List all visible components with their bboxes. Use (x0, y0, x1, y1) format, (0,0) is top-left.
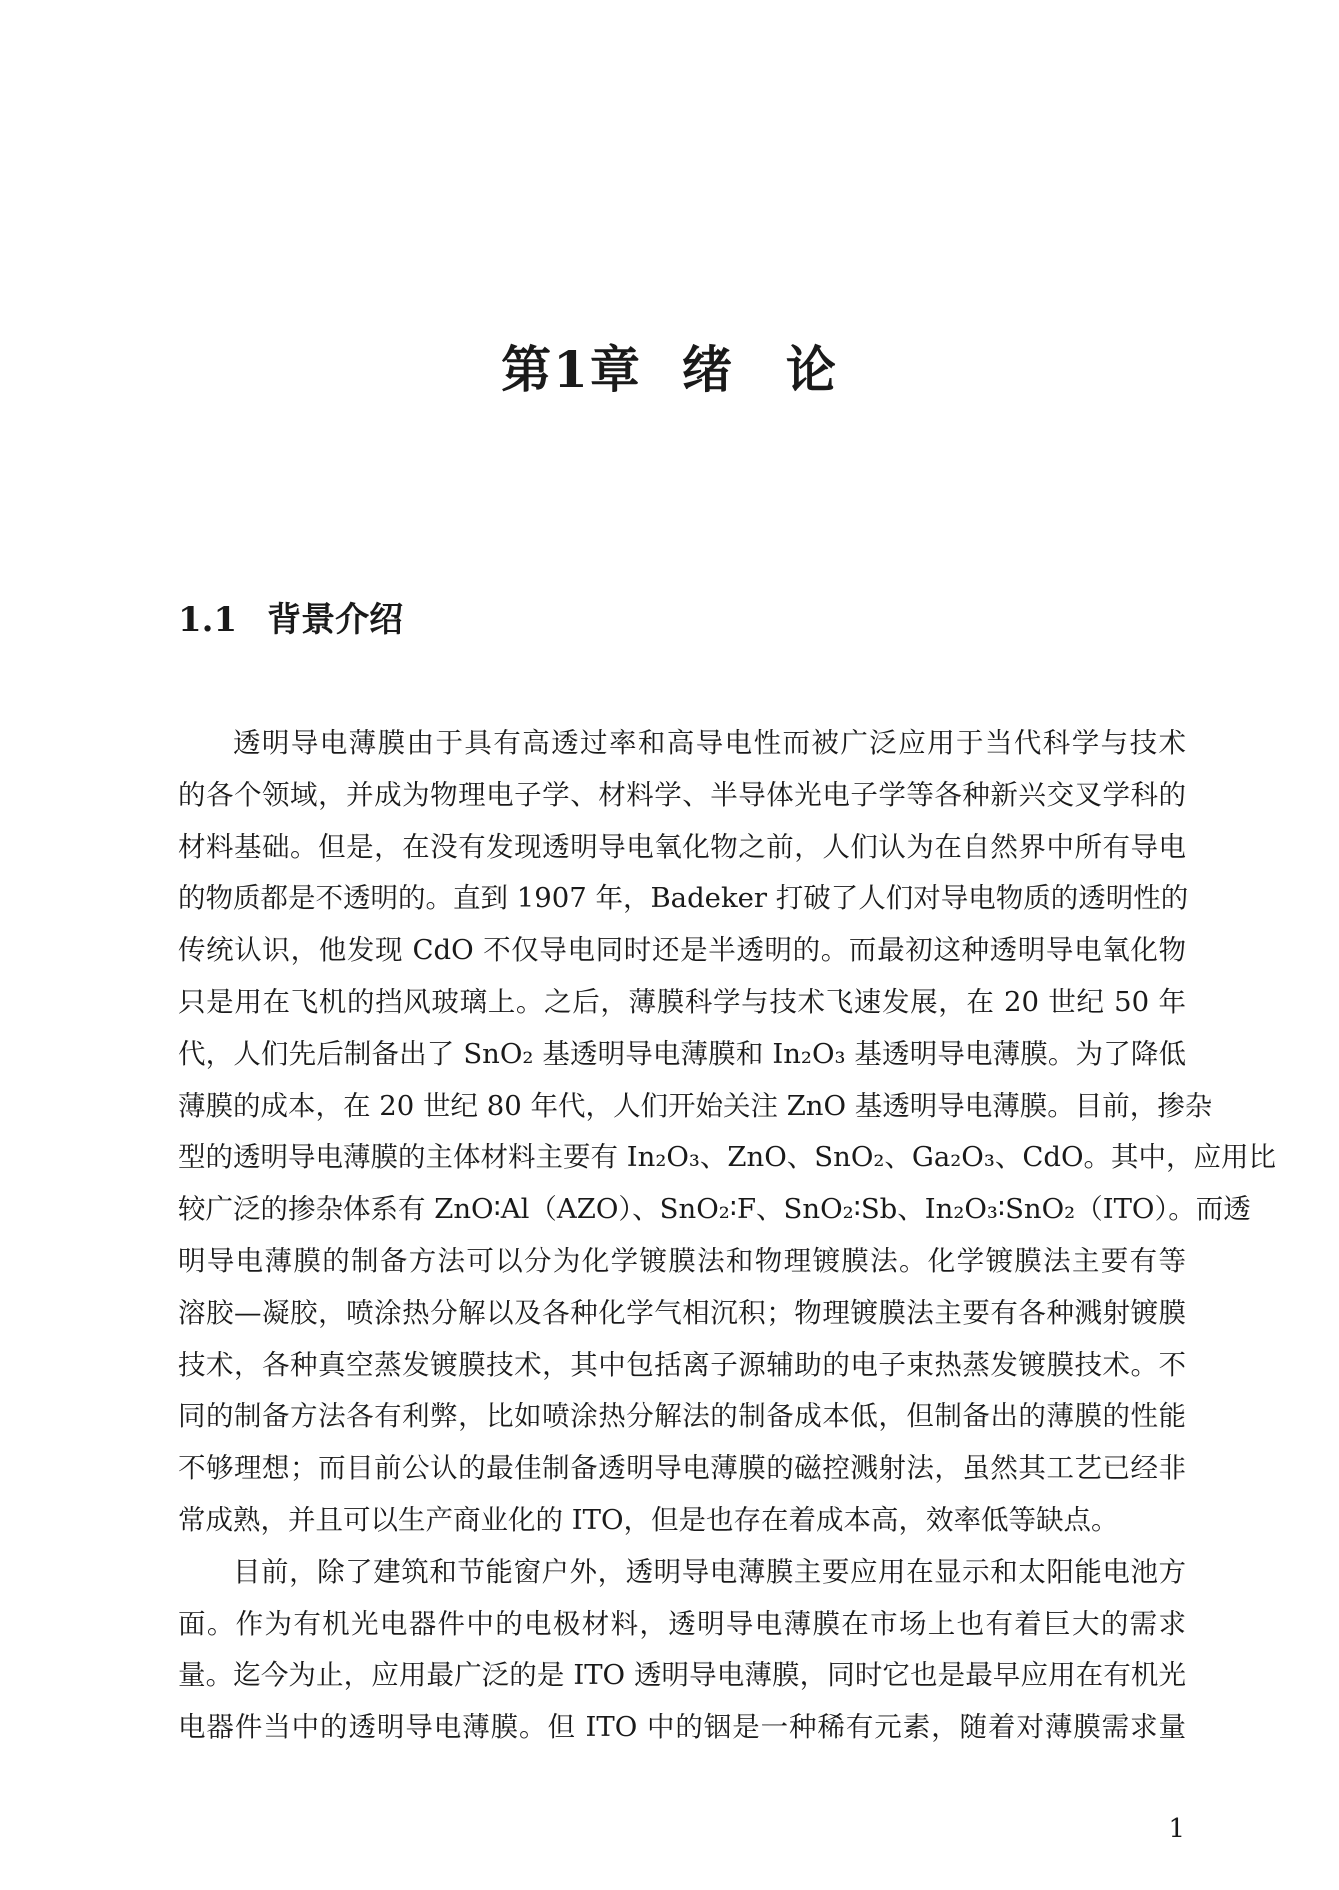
text-line: 的各个领域，并成为物理电子学、材料学、半导体光电子学等各种新兴交叉学科的 (178, 778, 1186, 811)
text-line: 技术，各种真空蒸发镀膜技术，其中包括离子源辅助的电子束热蒸发镀膜技术。不 (178, 1348, 1186, 1381)
section-number: 1.1 (178, 600, 238, 640)
text-line: 量。迄今为止，应用最广泛的是 ITO 透明导电薄膜，同时它也是最早应用在有机光 (178, 1659, 1186, 1692)
text-line: 同的制备方法各有利弊，比如喷涂热分解法的制备成本低，但制备出的薄膜的性能 (178, 1400, 1186, 1433)
body-text (178, 718, 1277, 1754)
text-line: 明导电薄膜的制备方法可以分为化学镀膜法和物理镀膜法。化学镀膜法主要有等 (178, 1244, 1186, 1277)
chapter-name: 绪 论 (681, 340, 838, 399)
text-line: 只是用在飞机的挡风玻璃上。之后，薄膜科学与技术飞速发展，在 20 世纪 50 年 (178, 985, 1186, 1018)
text-line: 传统认识，他发现 CdO 不仅导电同时还是半透明的。而最初这种透明导电氧化物 (178, 934, 1186, 967)
chapter-number: 第1章 (501, 340, 642, 399)
text-line: 面。作为有机光电器件中的电极材料，透明导电薄膜在市场上也有着巨大的需求 (178, 1607, 1186, 1640)
text-line: 常成熟，并且可以生产商业化的 ITO，但是也存在着成本高，效率低等缺点。 (178, 1503, 1119, 1536)
page-number: 1 (1168, 1814, 1185, 1844)
text-line: 溶胶—凝胶，喷涂热分解以及各种化学气相沉积；物理镀膜法主要有各种溅射镀膜 (178, 1296, 1186, 1329)
text-line: 的物质都是不透明的。直到 1907 年，Badeker 打破了人们对导电物质的透明性的 (178, 882, 1189, 915)
text-line: 不够理想；而目前公认的最佳制备透明导电薄膜的磁控溅射法，虽然其工艺已经非 (178, 1452, 1186, 1485)
text-line: 型的透明导电薄膜的主体材料主要有 In₂O₃、ZnO、SnO₂、Ga₂O₃、CdO。其中，应用比 (178, 1141, 1277, 1174)
text-line: 薄膜的成本，在 20 世纪 80 年代，人们开始关注 ZnO 基透明导电薄膜。目前，掺杂 (178, 1089, 1213, 1122)
text-line: 较广泛的掺杂体系有 ZnO∶Al（AZO）、SnO₂∶F、SnO₂∶Sb、In₂O₃∶SnO₂（ITO）。而透 (178, 1193, 1251, 1226)
text-line: 目前，除了建筑和节能窗户外，透明导电薄膜主要应用在显示和太阳能电池方 (233, 1555, 1186, 1588)
section-name: 背景介绍 (267, 600, 404, 640)
paragraph-1 (178, 718, 1277, 1547)
text-line: 材料基础。但是，在没有发现透明导电氧化物之前，人们认为在自然界中所有导电 (178, 830, 1186, 863)
section-heading (178, 592, 403, 641)
chapter-title (0, 330, 1339, 402)
paragraph-2 (178, 1547, 1186, 1754)
text-line: 电器件当中的透明导电薄膜。但 ITO 中的铟是一种稀有元素，随着对薄膜需求量 (178, 1711, 1186, 1744)
text-line: 透明导电薄膜由于具有高透过率和高导电性而被广泛应用于当代科学与技术 (233, 727, 1186, 759)
text-line: 代，人们先后制备出了 SnO₂ 基透明导电薄膜和 In₂O₃ 基透明导电薄膜。为了降低 (178, 1037, 1186, 1070)
